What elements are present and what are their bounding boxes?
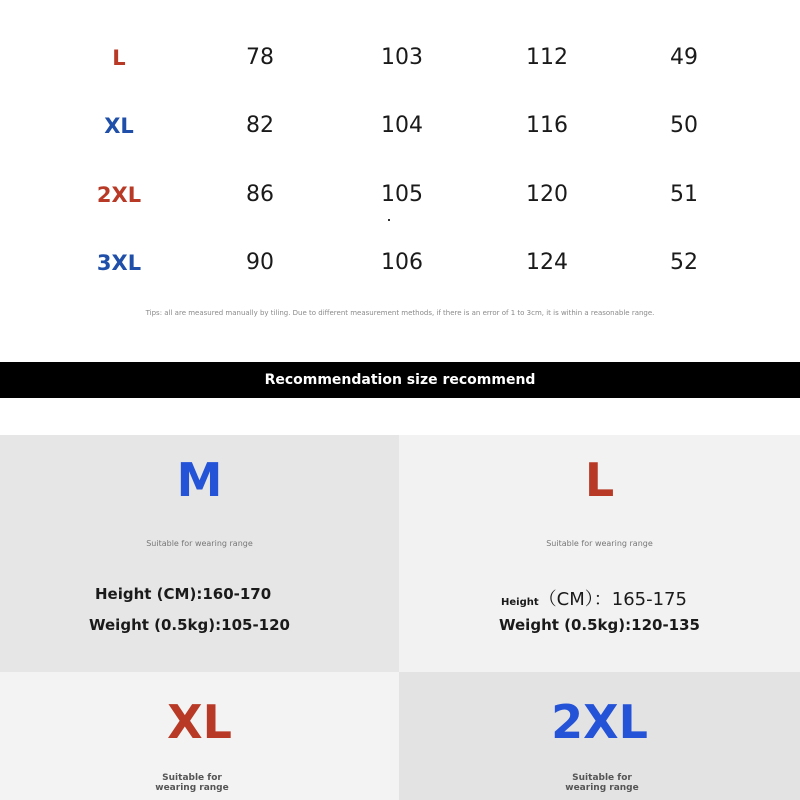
recommendation-card-2xl — [399, 672, 800, 800]
size-label: 2XL — [96, 183, 142, 207]
recommendation-grid — [0, 398, 800, 800]
size-label: XL — [104, 114, 134, 138]
size-heading: XL — [167, 695, 232, 749]
size-heading: 2XL — [551, 695, 648, 749]
stray-dot — [388, 219, 390, 221]
size-label: 3XL — [96, 251, 142, 275]
table-cell: 51 — [670, 182, 698, 207]
recommendation-card-l — [399, 435, 800, 672]
weight-range: Weight (0.5kg):105-120 — [89, 616, 290, 634]
table-row — [0, 175, 800, 215]
table-cell: 50 — [670, 113, 698, 138]
table-cell: 82 — [246, 113, 274, 138]
table-cell: 104 — [381, 113, 423, 138]
height-value: （CM）：165-175 — [538, 589, 687, 610]
measurement-tips: Tips: all are measured manually by tiling. Due to different measurement methods, if there is an error of 1 to 3cm, it is within a reasonable range. — [145, 309, 655, 317]
size-chart-table — [0, 0, 800, 362]
recommendation-card-xl — [0, 672, 399, 800]
table-cell: 124 — [526, 250, 568, 275]
size-heading: M — [176, 453, 223, 507]
table-row — [0, 106, 800, 146]
table-row-cut-off — [0, 0, 800, 20]
table-cell: 86 — [246, 182, 274, 207]
range-caption: Suitable for wearing range — [155, 773, 229, 793]
height-range: Height (CM):160-170 — [95, 585, 272, 603]
table-cell: 90 — [246, 250, 274, 275]
size-label: L — [112, 46, 126, 70]
weight-range: Weight (0.5kg):120-135 — [499, 616, 700, 634]
table-cell: 103 — [381, 45, 423, 70]
table-cell: 112 — [526, 45, 568, 70]
recommendation-banner: Recommendation size recommend — [0, 362, 800, 398]
table-cell: 78 — [246, 45, 274, 70]
table-cell: 116 — [526, 113, 568, 138]
recommendation-card-m — [0, 435, 399, 672]
size-heading: L — [584, 453, 615, 507]
range-caption: Suitable for wearing range — [146, 539, 253, 548]
range-caption: Suitable for wearing range — [565, 773, 639, 793]
table-cell: 105 — [381, 182, 423, 207]
table-row — [0, 38, 800, 78]
table-cell: 49 — [670, 45, 698, 70]
table-cell: 106 — [381, 250, 423, 275]
height-prefix: Height — [501, 597, 539, 608]
table-row — [0, 243, 800, 283]
table-cell: 120 — [526, 182, 568, 207]
range-caption: Suitable for wearing range — [546, 539, 653, 548]
table-cell: 52 — [670, 250, 698, 275]
height-range — [501, 585, 687, 611]
